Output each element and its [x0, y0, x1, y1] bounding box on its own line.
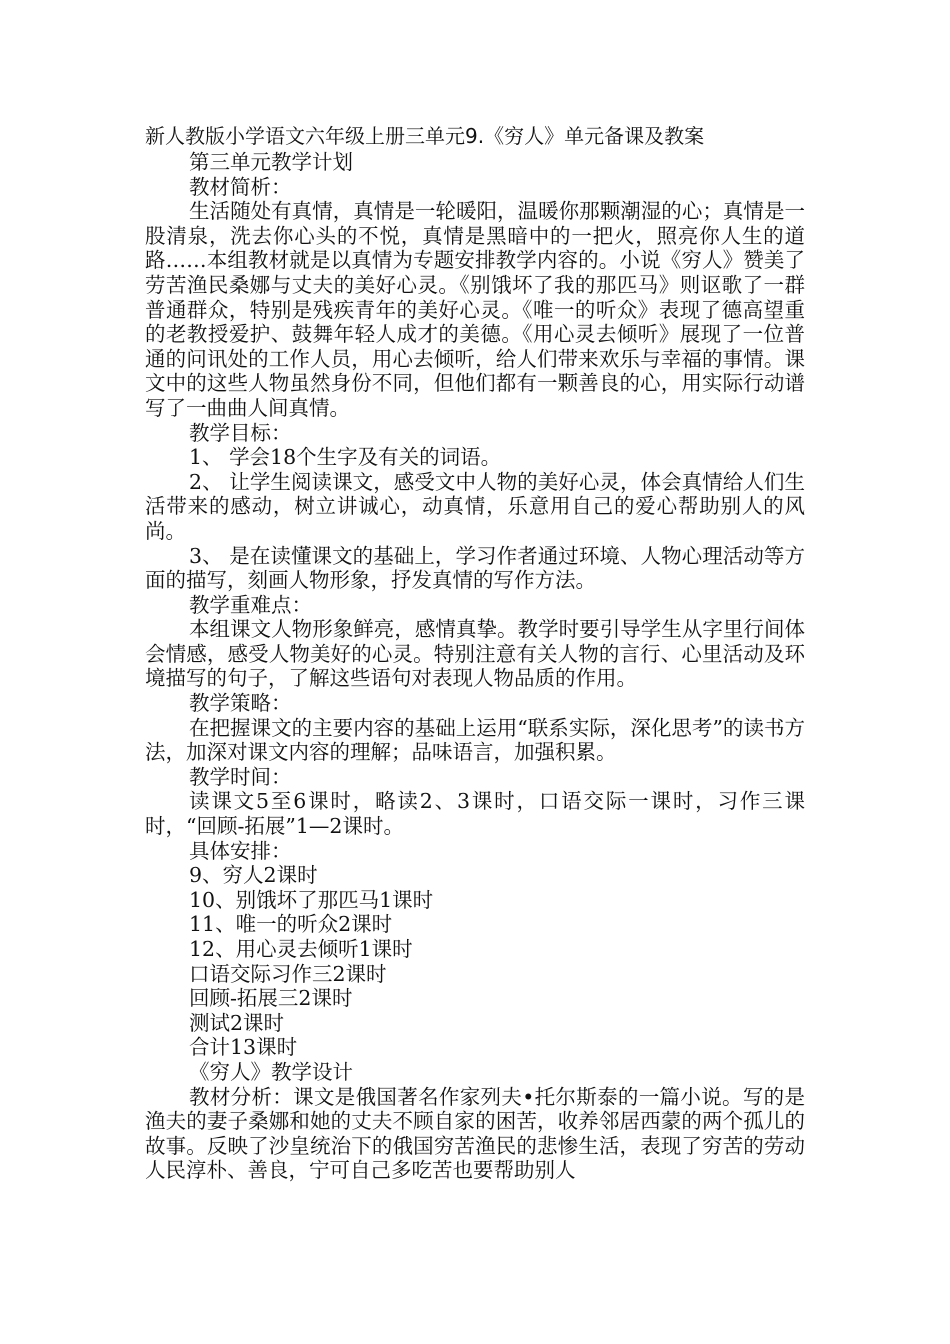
- section-heading-strategy: 教学策略：: [189, 691, 292, 716]
- goal-item-2: 2、 让学生阅读课文，感受文中人物的美好心灵，体会真情给人们生活带来的感动，树立讲诚心，动真情，乐意用自己的爱心帮助别人的风尚。: [145, 469, 805, 543]
- section-heading-schedule: 具体安排：: [189, 838, 292, 863]
- paragraph-strategy: 在把握课文的主要内容的基础上运用“联系实际，深化思考”的读书方法，加深对课文内容的理解；品味语言，加强积累。: [145, 715, 805, 765]
- schedule-total: 合计13课时: [189, 1035, 298, 1060]
- paragraph-material-analysis: 生活随处有真情，真情是一轮暖阳，温暖你那颗潮湿的心；真情是一股清泉，洗去你心头的不悦，真情是黑暗中的一把火，照亮你人生的道路……本组教材就是以真情为专题安排教学内容的。小说《穷人》赞美了劳苦渔民桑娜与丈夫的美好心灵。《别饿坏了我的那匹马》则讴歌了一群普通群众，特别是残疾青年的美好心灵。《唯一的听众》表现了德高望重的老教授爱护、鼓舞年轻人成才的美德。《用心灵去倾听》展现了一位普通的问讯处的工作人员，用心去倾听，给人们带来欢乐与幸福的事情。课文中的这些人物虽然身份不同，但他们都有一颗善良的心，用实际行动谱写了一曲曲人间真情。: [145, 199, 805, 420]
- paragraph-time: 读课文5至6课时，略读2、3课时，口语交际一课时，习作三课时，“回顾-拓展”1—2课时。: [145, 789, 805, 839]
- section-heading-material-analysis: 教材简析：: [189, 174, 292, 199]
- section-heading-key-points: 教学重难点：: [189, 592, 312, 617]
- section-heading-time: 教学时间：: [189, 764, 292, 789]
- schedule-item: 12、用心灵去倾听1课时: [189, 937, 413, 961]
- schedule-item: 测试2课时: [189, 1010, 285, 1035]
- schedule-item: 回顾-拓展三2课时: [189, 986, 353, 1011]
- goal-item-3: 3、 是在读懂课文的基础上，学习作者通过环境、人物心理活动等方面的描写，刻画人物形象，抒发真情的写作方法。: [145, 543, 805, 593]
- paragraph-lesson-analysis: 教材分析：课文是俄国著名作家列夫•托尔斯泰的一篇小说。写的是渔夫的妻子桑娜和她的丈夫不顾自家的困苦，收养邻居西蒙的两个孤儿的故事。反映了沙皇统治下的俄国穷苦渔民的悲惨生活，表现了穷苦的劳动人民淳朴、善良，宁可自己多吃苦也要帮助别人: [145, 1084, 805, 1183]
- goal-item-1: 1、 学会18个生字及有关的词语。: [189, 445, 502, 470]
- section-heading-goals: 教学目标：: [189, 420, 292, 445]
- schedule-item: 10、别饿坏了那匹马1课时: [189, 887, 434, 912]
- document-title: 新人教版小学语文六年级上册三单元9.《穷人》单元备课及教案: [145, 124, 705, 148]
- schedule-item: 9、穷人2课时: [189, 863, 318, 888]
- document-body: [145, 122, 805, 1183]
- schedule-item: 口语交际习作三2课时: [189, 961, 387, 986]
- section-heading-unit-plan: 第三单元教学计划: [189, 150, 353, 174]
- section-heading-lesson-design: 《穷人》教学设计: [189, 1059, 353, 1084]
- paragraph-key-points: 本组课文人物形象鲜亮，感情真挚。教学时要引导学生从字里行间体会情感，感受人物美好的心灵。特别注意有关人物的言行、心里活动及环境描写的句子，了解这些语句对表现人物品质的作用。: [145, 617, 805, 691]
- schedule-item: 11、唯一的听众2课时: [189, 912, 393, 937]
